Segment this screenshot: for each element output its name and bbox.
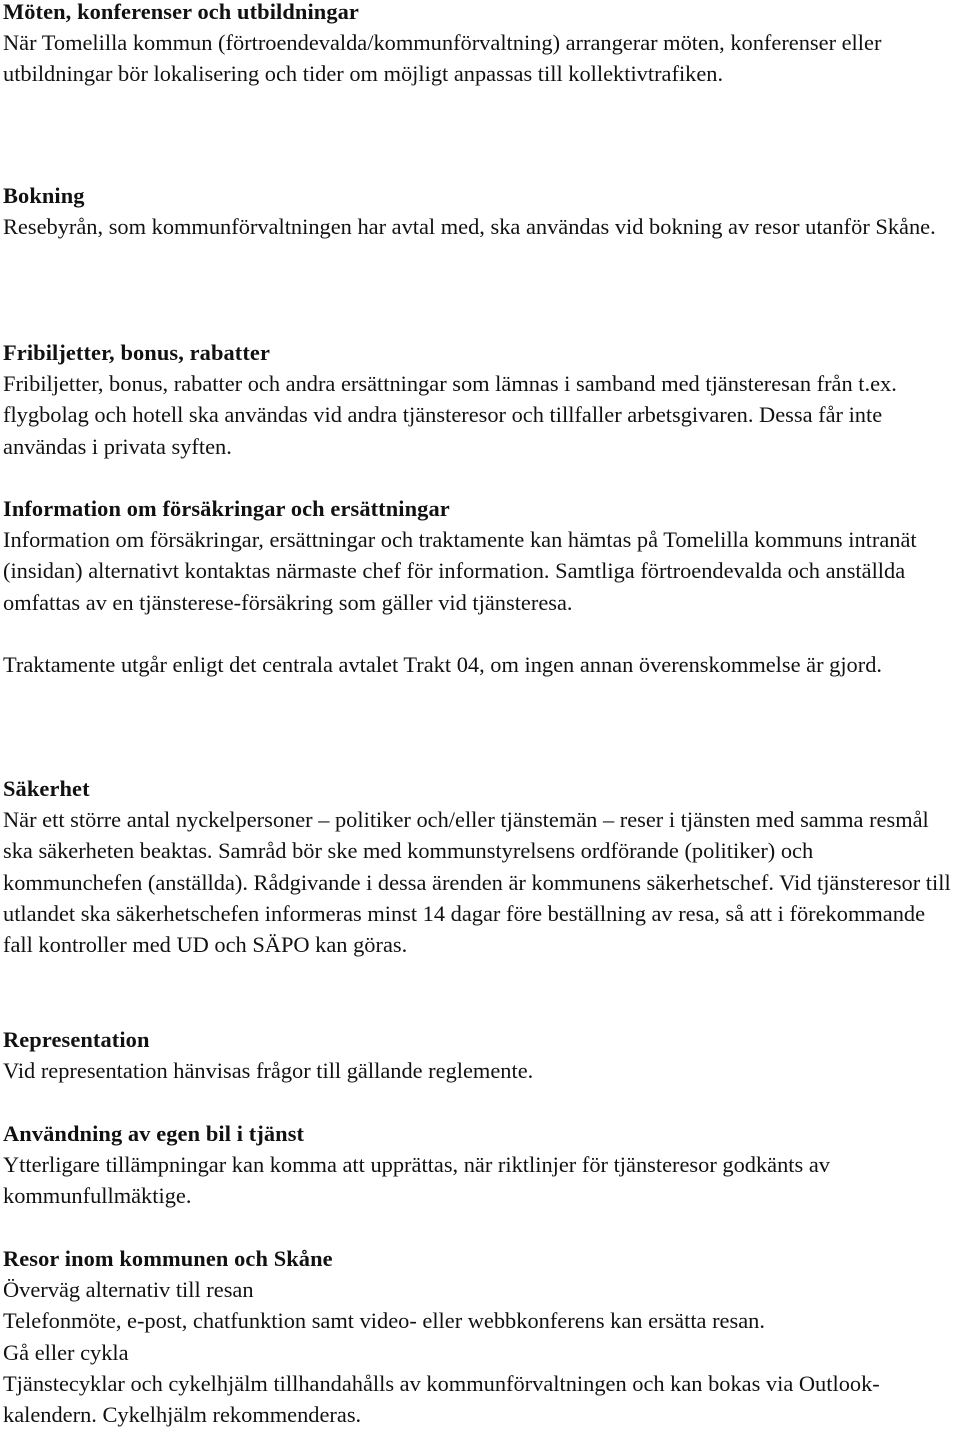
- section-paragraph: Traktamente utgår enligt det centrala avtalet Trakt 04, om ingen annan överenskommelse är gjord.: [3, 651, 883, 677]
- section-paragraph: Gå eller cykla: [3, 1339, 129, 1365]
- section-insurance: [3, 493, 958, 680]
- section-heading: Säkerhet: [3, 776, 90, 801]
- section-paragraph: Överväg alternativ till resan: [3, 1277, 254, 1303]
- section-paragraph: När ett större antal nyckelpersoner – politiker och/eller tjänstemän – reser i tjänsten med samma resmål ska säkerheten beaktas. Samråd bör ske med kommunstyrelsens ordförande (politiker) och kommunchefen (anställda). Rådgivande i dessa ärenden är kommunens säkerhetschef. Vid tjänsteresor till utlandet ska säkerhetschefen informeras minst 14 dagar före beställning av resa, så att i förekommande fall kontroller med UD och SÄPO kan göras.: [3, 807, 951, 958]
- section-booking: [3, 180, 958, 242]
- section-paragraph: Ytterligare tillämpningar kan komma att upprättas, när riktlinjer för tjänsteresor godkänts av kommunfullmäktige.: [3, 1152, 830, 1209]
- section-paragraph: När Tomelilla kommun (förtroendevalda/kommunförvaltning) arrangerar möten, konferenser eller utbildningar bör lokalisering och tider om möjligt anpassas till kollektivtrafiken.: [3, 30, 882, 87]
- section-heading: Bokning: [3, 183, 85, 208]
- section-heading: Representation: [3, 1027, 150, 1052]
- section-heading: Resor inom kommunen och Skåne: [3, 1246, 333, 1271]
- section-meetings: [3, 0, 958, 90]
- section-paragraph: Information om försäkringar, ersättningar och traktamente kan hämtas på Tomelilla kommuns intranät (insidan) alternativt kontaktas närmaste chef för information. Samtliga förtroendevalda och anställda omfattas av en tjänsterese-försäkring som gäller vid tjänsteresa.: [3, 527, 917, 615]
- section-heading: Möten, konferenser och utbildningar: [3, 0, 359, 24]
- section-free-tickets: [3, 337, 958, 462]
- section-paragraph: Resebyrån, som kommunförvaltningen har avtal med, ska användas vid bokning av resor utanför Skåne.: [3, 214, 936, 240]
- section-local-travel: [3, 1243, 958, 1430]
- section-own-car: [3, 1118, 958, 1212]
- section-paragraph: Tjänstecyklar och cykelhjälm tillhandahålls av kommunförvaltningen och kan bokas via Outlook-kalendern. Cykelhjälm rekommenderas.: [3, 1370, 880, 1428]
- section-paragraph: Vid representation hänvisas frågor till gällande reglemente.: [3, 1058, 534, 1084]
- section-security: [3, 773, 958, 960]
- section-representation: [3, 1024, 958, 1086]
- section-paragraph: Telefonmöte, e-post, chatfunktion samt video- eller webbkonferens kan ersätta resan.: [3, 1308, 765, 1334]
- section-paragraph: Fribiljetter, bonus, rabatter och andra ersättningar som lämnas i samband med tjänsteresan från t.ex. flygbolag och hotell ska användas vid andra tjänsteresor och tillfaller arbetsgivaren. Dessa får inte användas i privata syften.: [3, 371, 897, 459]
- section-heading: Fribiljetter, bonus, rabatter: [3, 340, 270, 365]
- section-heading: Information om försäkringar och ersättningar: [3, 496, 450, 521]
- section-heading: Användning av egen bil i tjänst: [3, 1121, 305, 1146]
